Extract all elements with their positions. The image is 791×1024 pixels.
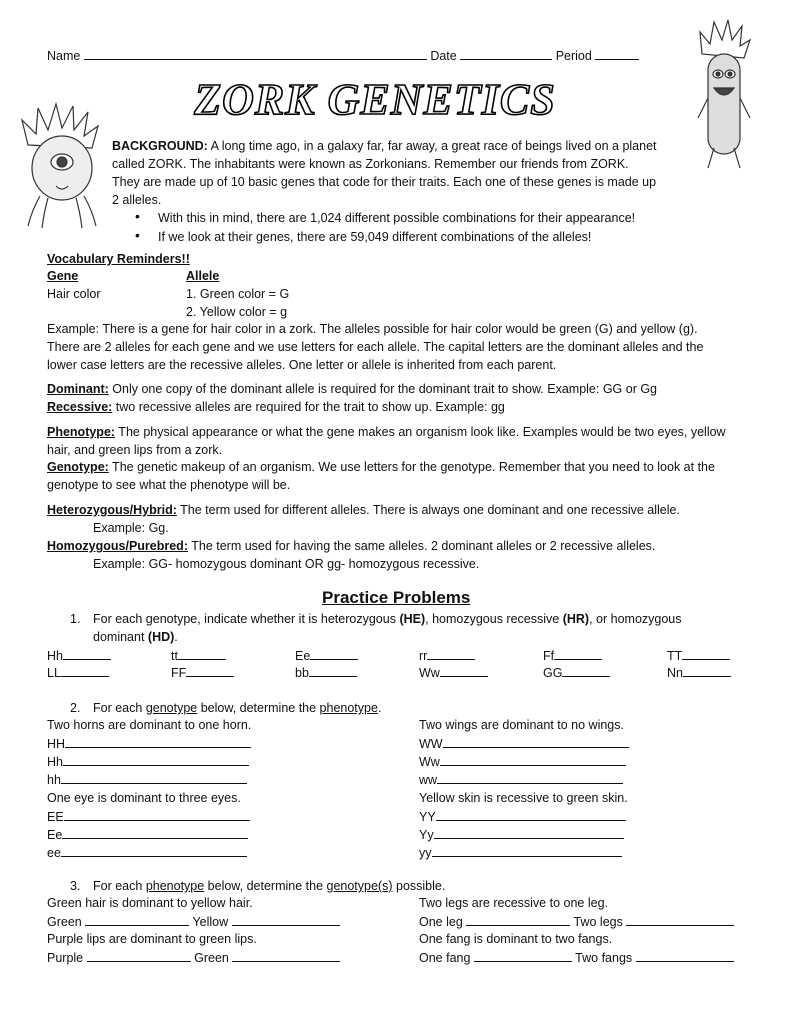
genotype-item: [667, 665, 731, 680]
answer-blank[interactable]: [232, 950, 340, 962]
allele-column-head: Allele: [186, 269, 220, 283]
gene-column-head: Gene: [47, 269, 79, 283]
genotype-label: WW: [419, 737, 443, 751]
q2-left-rule-1: Two horns are dominant to one horn.: [47, 718, 252, 732]
genotype-item: [543, 665, 610, 680]
zork-one-eye-illustration: [18, 100, 106, 235]
phenotype-item: [47, 736, 251, 751]
genotype-label: LL: [47, 666, 61, 680]
genotype-label: ww: [419, 773, 438, 787]
vocab-example-line-3: lower case letters are the recessive alleles. One letter or allele is inherited from each parent.: [47, 358, 557, 372]
answer-blank[interactable]: [63, 754, 249, 766]
background-bullet-1: With this in mind, there are 1,024 different possible combinations for their appearance!: [158, 211, 636, 225]
q3-left-answer-2: Purple Green: [47, 950, 340, 966]
answer-blank[interactable]: [65, 736, 251, 748]
genotype-label: hh: [47, 773, 61, 787]
answer-blank[interactable]: [61, 665, 109, 677]
phenotype-item: [47, 845, 247, 860]
title-text: ZORK GENETICS: [194, 75, 556, 124]
answer-blank[interactable]: [636, 950, 734, 962]
page-title: [168, 72, 583, 126]
definition-dominant: Dominant: Only one copy of the dominant allele is required for the dominant trait to show. Example: GG or Gg: [47, 382, 658, 396]
phenotype-item: [419, 736, 629, 751]
phenotype-item: [419, 845, 622, 860]
allele-2: 2. Yellow color = g: [186, 305, 288, 319]
period-field[interactable]: [595, 48, 639, 60]
q3-left-rule-2: Purple lips are dominant to green lips.: [47, 932, 257, 946]
background-line-3: They are made up of 10 basic genes that code for their traits. Each one of these genes is made up: [112, 175, 657, 189]
gene-example: Hair color: [47, 287, 101, 301]
genotype-label: Hh: [47, 649, 63, 663]
answer-blank[interactable]: [432, 845, 622, 857]
definition-phenotype: Phenotype: The physical appearance or what the gene makes an organism look like. Examples would be two eyes, yellow: [47, 425, 726, 439]
phenotype-item: [47, 754, 249, 769]
phenotype-item: [47, 772, 247, 787]
definition-homozygous: Homozygous/Purebred: The term used for having the same alleles. 2 dominant alleles or 2 recessive alleles.: [47, 539, 656, 553]
answer-blank[interactable]: [440, 665, 488, 677]
background-line-1: BACKGROUND: A long time ago, in a galaxy far, far away, a great race of beings lived on a planet: [112, 139, 657, 153]
q2-number: 2.: [70, 701, 81, 715]
genotype-label: Yy: [419, 828, 434, 842]
genotype-label: Ww: [419, 666, 440, 680]
q2-text: For each genotype below, determine the phenotype.: [93, 701, 382, 715]
genotype-item: [47, 665, 109, 680]
genotype-label: Hh: [47, 755, 63, 769]
answer-blank[interactable]: [309, 665, 357, 677]
definition-heterozygous: Heterozygous/Hybrid: The term used for different alleles. There is always one dominant and one recessive allele.: [47, 503, 680, 517]
definition-genotype-cont: genotype to see what the phenotype will be.: [47, 478, 291, 492]
answer-blank[interactable]: [186, 665, 234, 677]
date-label: Date: [430, 49, 457, 63]
answer-blank[interactable]: [61, 772, 247, 784]
answer-blank[interactable]: [474, 950, 572, 962]
genotype-item: [543, 648, 602, 663]
q3-left-answer-1: Green Yellow: [47, 914, 340, 930]
q2-left-rule-2: One eye is dominant to three eyes.: [47, 791, 241, 805]
q3-right-rule-2: One fang is dominant to two fangs.: [419, 932, 613, 946]
answer-blank[interactable]: [85, 914, 189, 926]
bullet-dot: •: [135, 227, 140, 243]
genotype-label: Ee: [295, 649, 311, 663]
bullet-dot: •: [135, 208, 140, 224]
answer-blank[interactable]: [63, 648, 111, 660]
homozygous-example: Example: GG- homozygous dominant OR gg- homozygous recessive.: [93, 557, 480, 571]
genotype-item: [47, 648, 111, 663]
background-label: BACKGROUND:: [112, 139, 208, 153]
genotype-label: Ww: [419, 755, 440, 769]
date-field[interactable]: [460, 48, 552, 60]
vocab-heading: Vocabulary Reminders!!: [47, 252, 190, 266]
heterozygous-example: Example: Gg.: [93, 521, 169, 535]
answer-blank[interactable]: [437, 772, 623, 784]
phenotype-item: [419, 754, 626, 769]
header-row: [47, 48, 639, 63]
answer-blank[interactable]: [310, 648, 358, 660]
answer-blank[interactable]: [178, 648, 226, 660]
phenotype-item: [47, 809, 250, 824]
genotype-label: tt: [171, 649, 178, 663]
background-line-4: 2 alleles.: [112, 193, 162, 207]
q3-left-rule-1: Green hair is dominant to yellow hair.: [47, 896, 253, 910]
genotype-item: [667, 648, 730, 663]
genotype-item: [171, 648, 226, 663]
vocab-example-line-2: There are 2 alleles for each gene and we use letters for each allele. The capital letters are the dominant alleles and the: [47, 340, 704, 354]
genotype-item: [419, 665, 488, 680]
phenotype-item: [419, 809, 626, 824]
q3-right-rule-1: Two legs are recessive to one leg.: [419, 896, 608, 910]
q3-text: For each phenotype below, determine the genotype(s) possible.: [93, 879, 446, 893]
definition-recessive: Recessive: two recessive alleles are required for the trait to show up. Example: gg: [47, 400, 505, 414]
q2-right-rule-1: Two wings are dominant to no wings.: [419, 718, 624, 732]
genotype-label: yy: [419, 846, 432, 860]
phenotype-item: [419, 827, 624, 842]
answer-blank[interactable]: [434, 827, 624, 839]
answer-blank[interactable]: [682, 648, 730, 660]
genotype-label: YY: [419, 810, 436, 824]
name-label: Name: [47, 49, 81, 63]
q3-right-answer-2: One fang Two fangs: [419, 950, 734, 966]
definition-genotype: Genotype: The genetic makeup of an organism. We use letters for the genotype. Remember that you need to look at the: [47, 460, 715, 474]
allele-1: 1. Green color = G: [186, 287, 290, 301]
answer-blank[interactable]: [62, 827, 248, 839]
answer-blank[interactable]: [61, 845, 247, 857]
phenotype-item: [419, 772, 623, 787]
genotype-label: GG: [543, 666, 563, 680]
answer-blank[interactable]: [427, 648, 475, 660]
q3-right-answer-1: One leg Two legs: [419, 914, 734, 930]
answer-blank[interactable]: [87, 950, 191, 962]
period-label: Period: [555, 49, 592, 63]
genotype-item: [295, 665, 357, 680]
genotype-label: Nn: [667, 666, 683, 680]
answer-blank[interactable]: [440, 754, 626, 766]
answer-blank[interactable]: [64, 809, 250, 821]
answer-blank[interactable]: [683, 665, 731, 677]
genotype-label: HH: [47, 737, 66, 751]
genotype-item: [171, 665, 234, 680]
genotype-label: Ff: [543, 649, 555, 663]
genotype-label: bb: [295, 666, 309, 680]
genotype-label: rr: [419, 649, 428, 663]
q1-text-line-2: dominant (HD).: [93, 630, 178, 644]
answer-blank[interactable]: [443, 736, 629, 748]
name-field[interactable]: [84, 48, 427, 60]
answer-blank[interactable]: [554, 648, 602, 660]
answer-blank[interactable]: [562, 665, 610, 677]
genotype-label: Ee: [47, 828, 63, 842]
q2-right-rule-2: Yellow skin is recessive to green skin.: [419, 791, 628, 805]
answer-blank[interactable]: [436, 809, 626, 821]
background-line-2: called ZORK. The inhabitants were known as Zorkonians. Remember our friends from ZORK.: [112, 157, 629, 171]
q1-number: 1.: [70, 612, 81, 626]
definition-phenotype-cont: hair, and green lips from a zork.: [47, 443, 223, 457]
genotype-item: [295, 648, 358, 663]
answer-blank[interactable]: [466, 914, 570, 926]
phenotype-item: [47, 827, 248, 842]
practice-heading: Practice Problems: [322, 588, 471, 607]
vocab-example-line-1: Example: There is a gene for hair color in a zork. The alleles possible for hair color would be green (G) and yellow (g).: [47, 322, 698, 336]
genotype-label: FF: [171, 666, 187, 680]
q1-text-line-1: For each genotype, indicate whether it is heterozygous (HE), homozygous recessive (HR), or homozygous: [93, 612, 682, 626]
genotype-label: EE: [47, 810, 64, 824]
genotype-label: ee: [47, 846, 61, 860]
genotype-label: TT: [667, 649, 683, 663]
answer-blank[interactable]: [626, 914, 734, 926]
answer-blank[interactable]: [232, 914, 340, 926]
genotype-item: [419, 648, 475, 663]
zork-tall-illustration: [694, 18, 754, 178]
background-bullet-2: If we look at their genes, there are 59,049 different combinations of the alleles!: [158, 230, 592, 244]
q3-number: 3.: [70, 879, 81, 893]
